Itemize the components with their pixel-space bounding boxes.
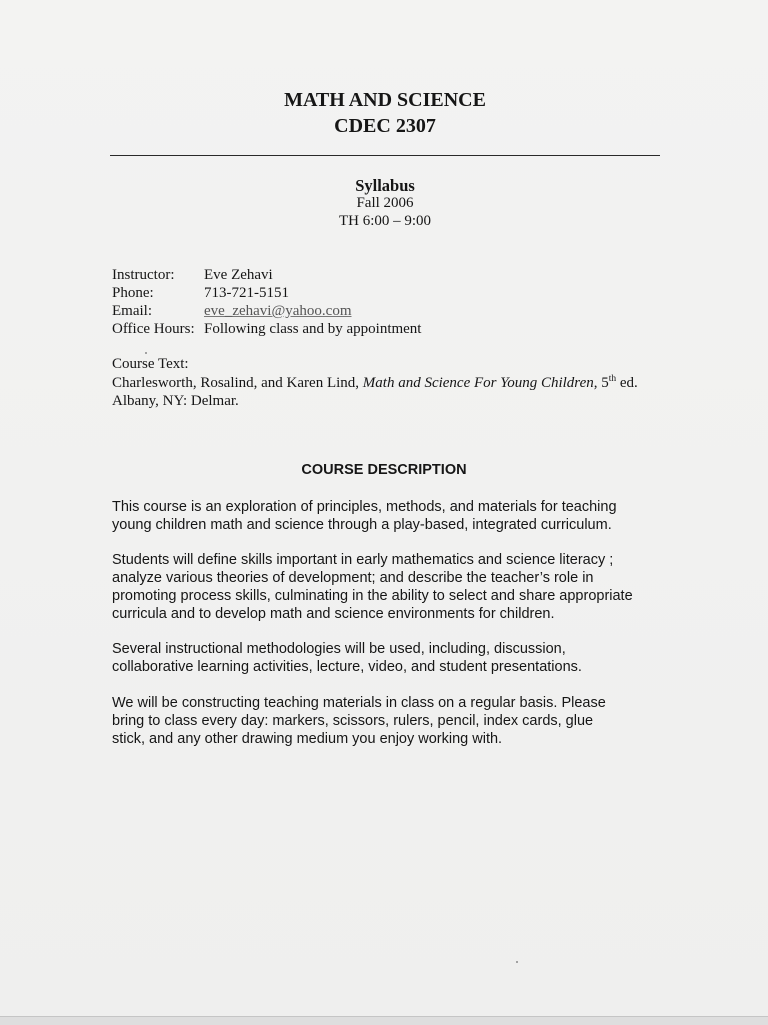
paragraph-line: stick, and any other drawing medium you enjoy working with. [112, 731, 503, 747]
citation-edition-suffix: ed. [616, 375, 638, 391]
course-title: MATH AND SCIENCE [284, 89, 486, 111]
scan-speck [145, 352, 147, 354]
header-divider [110, 155, 660, 156]
office-hours-value: Following class and by appointment [204, 321, 422, 337]
paragraph-line: promoting process skills, culminating in the ability to select and share appropriate [112, 588, 633, 604]
email-link[interactable]: eve_zehavi@yahoo.com [204, 303, 352, 319]
office-hours-label: Office Hours: [112, 321, 195, 337]
description-paragraph-3 [112, 640, 672, 676]
course-text-publisher: Albany, NY: Delmar. [112, 393, 239, 409]
paragraph-line: young children math and science through a play-based, integrated curriculum. [112, 517, 612, 533]
paragraph-line: Students will define skills important in early mathematics and science literacy ; [112, 552, 614, 568]
paragraph-line: collaborative learning activities, lecture, video, and student presentations. [112, 659, 582, 675]
phone-label: Phone: [112, 285, 154, 301]
paragraph-line: Several instructional methodologies will be used, including, discussion, [112, 641, 566, 657]
course-description-heading: COURSE DESCRIPTION [301, 462, 467, 478]
paragraph-line: This course is an exploration of principles, methods, and materials for teaching [112, 499, 617, 515]
course-code: CDEC 2307 [334, 115, 436, 137]
citation-edition-number: , 5 [593, 375, 609, 391]
syllabus-term: Fall 2006 [356, 195, 414, 211]
email-label: Email: [112, 303, 152, 319]
course-text-citation [112, 375, 638, 392]
citation-book-title: Math and Science For Young Children [362, 375, 594, 391]
paragraph-line: bring to class every day: markers, scissors, rulers, pencil, index cards, glue [112, 713, 594, 729]
scan-speck [516, 961, 518, 963]
citation-edition-superscript: th [608, 374, 617, 384]
paragraph-line: analyze various theories of development; and describe the teacher’s role in [112, 570, 594, 586]
paragraph-line: We will be constructing teaching materials in class on a regular basis. Please [112, 695, 606, 711]
syllabus-schedule: TH 6:00 – 9:00 [338, 213, 432, 229]
instructor-value: Eve Zehavi [204, 267, 273, 283]
phone-value: 713-721-5151 [204, 285, 289, 301]
description-paragraph-1 [112, 498, 672, 534]
citation-authors: Charlesworth, Rosalind, and Karen Lind, [112, 375, 363, 391]
instructor-label: Instructor: [112, 267, 175, 283]
paragraph-line: curricula and to develop math and science environments for children. [112, 606, 555, 622]
description-paragraph-2 [112, 551, 672, 623]
syllabus-heading: Syllabus [355, 176, 415, 195]
description-paragraph-4 [112, 694, 672, 748]
course-text-label: Course Text: [112, 356, 189, 372]
